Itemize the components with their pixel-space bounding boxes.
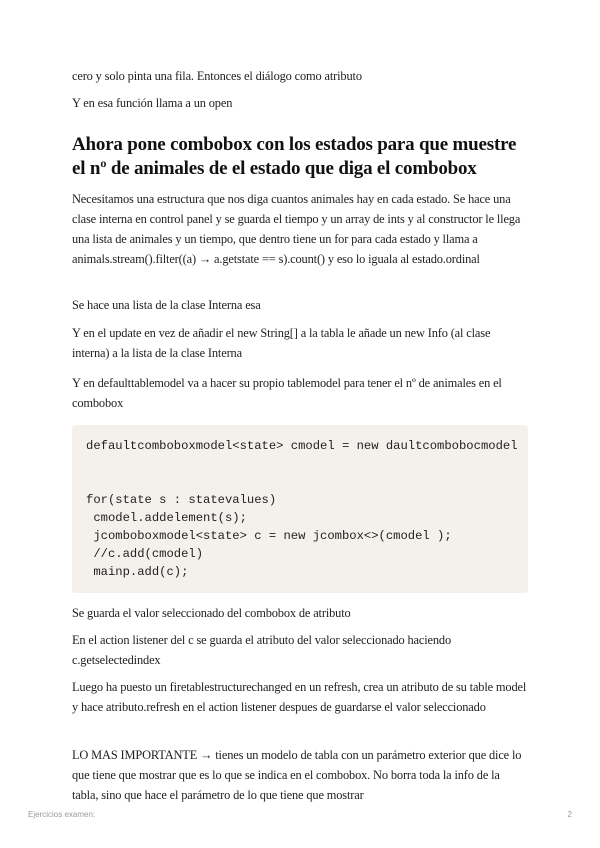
paragraph: Necesitamos una estructura que nos diga cuantos animales hay en cada estado. Se hace una clase interna en control panel y se guarda el tiempo y un array de ints y al constructor le llega una lista de animales y un tiempo, que dentro tiene un for para cada estado y llama a animals.stream().filter((a) → a.getstate == s).count() y eso lo iguala al estado.ordinal [72,192,521,266]
paragraph: Y en el update en vez de añadir el new String[] a la tabla le añade un new Info (al clase interna) a la lista de la clase Interna [72,326,491,360]
page-content [72,66,528,805]
paragraph: Se guarda el valor seleccionado del combobox de atributo [72,606,351,620]
code-block: defaultcomboboxmodel<state> cmodel = new daultcombobocmodel for(state s : statevalues) cmodel.addelement(s); jcomboboxmodel<state> c = new jcombox<>(cmodel ); //c.add(cmodel) mainp.add(c); [72,425,528,593]
paragraph: En el action listener del c se guarda el atributo del valor seleccionado haciendo c.getselectedindex [72,633,452,667]
footer-title: Ejercicios examen: [28,810,96,819]
paragraph: Y en esa función llama a un open [72,96,233,110]
section-heading: Ahora pone combobox con los estados para que muestre el nº de animales de el estado que diga el combobox [72,134,517,179]
paragraph: Se hace una lista de la clase Interna esa [72,298,261,312]
paragraph: LO MAS IMPORTANTE → tienes un modelo de tabla con un parámetro exterior que dice lo que tiene que mostrar que es lo que se indica en el combobox. No borra toda la info de la tabla, sino que hace el parámetro de lo que tiene que mostrar [72,748,522,802]
paragraph: cero y solo pinta una fila. Entonces el diálogo como atributo [72,69,362,83]
page-number: 2 [567,810,572,819]
paragraph: Luego ha puesto un firetablestructurechanged en un refresh, crea un atributo de su table model y hace atributo.refresh en el action listener despues de guardarse el valor seleccionado [72,680,527,714]
paragraph: Y en defaulttablemodel va a hacer su propio tablemodel para tener el nº de animales en el combobox [72,376,502,410]
